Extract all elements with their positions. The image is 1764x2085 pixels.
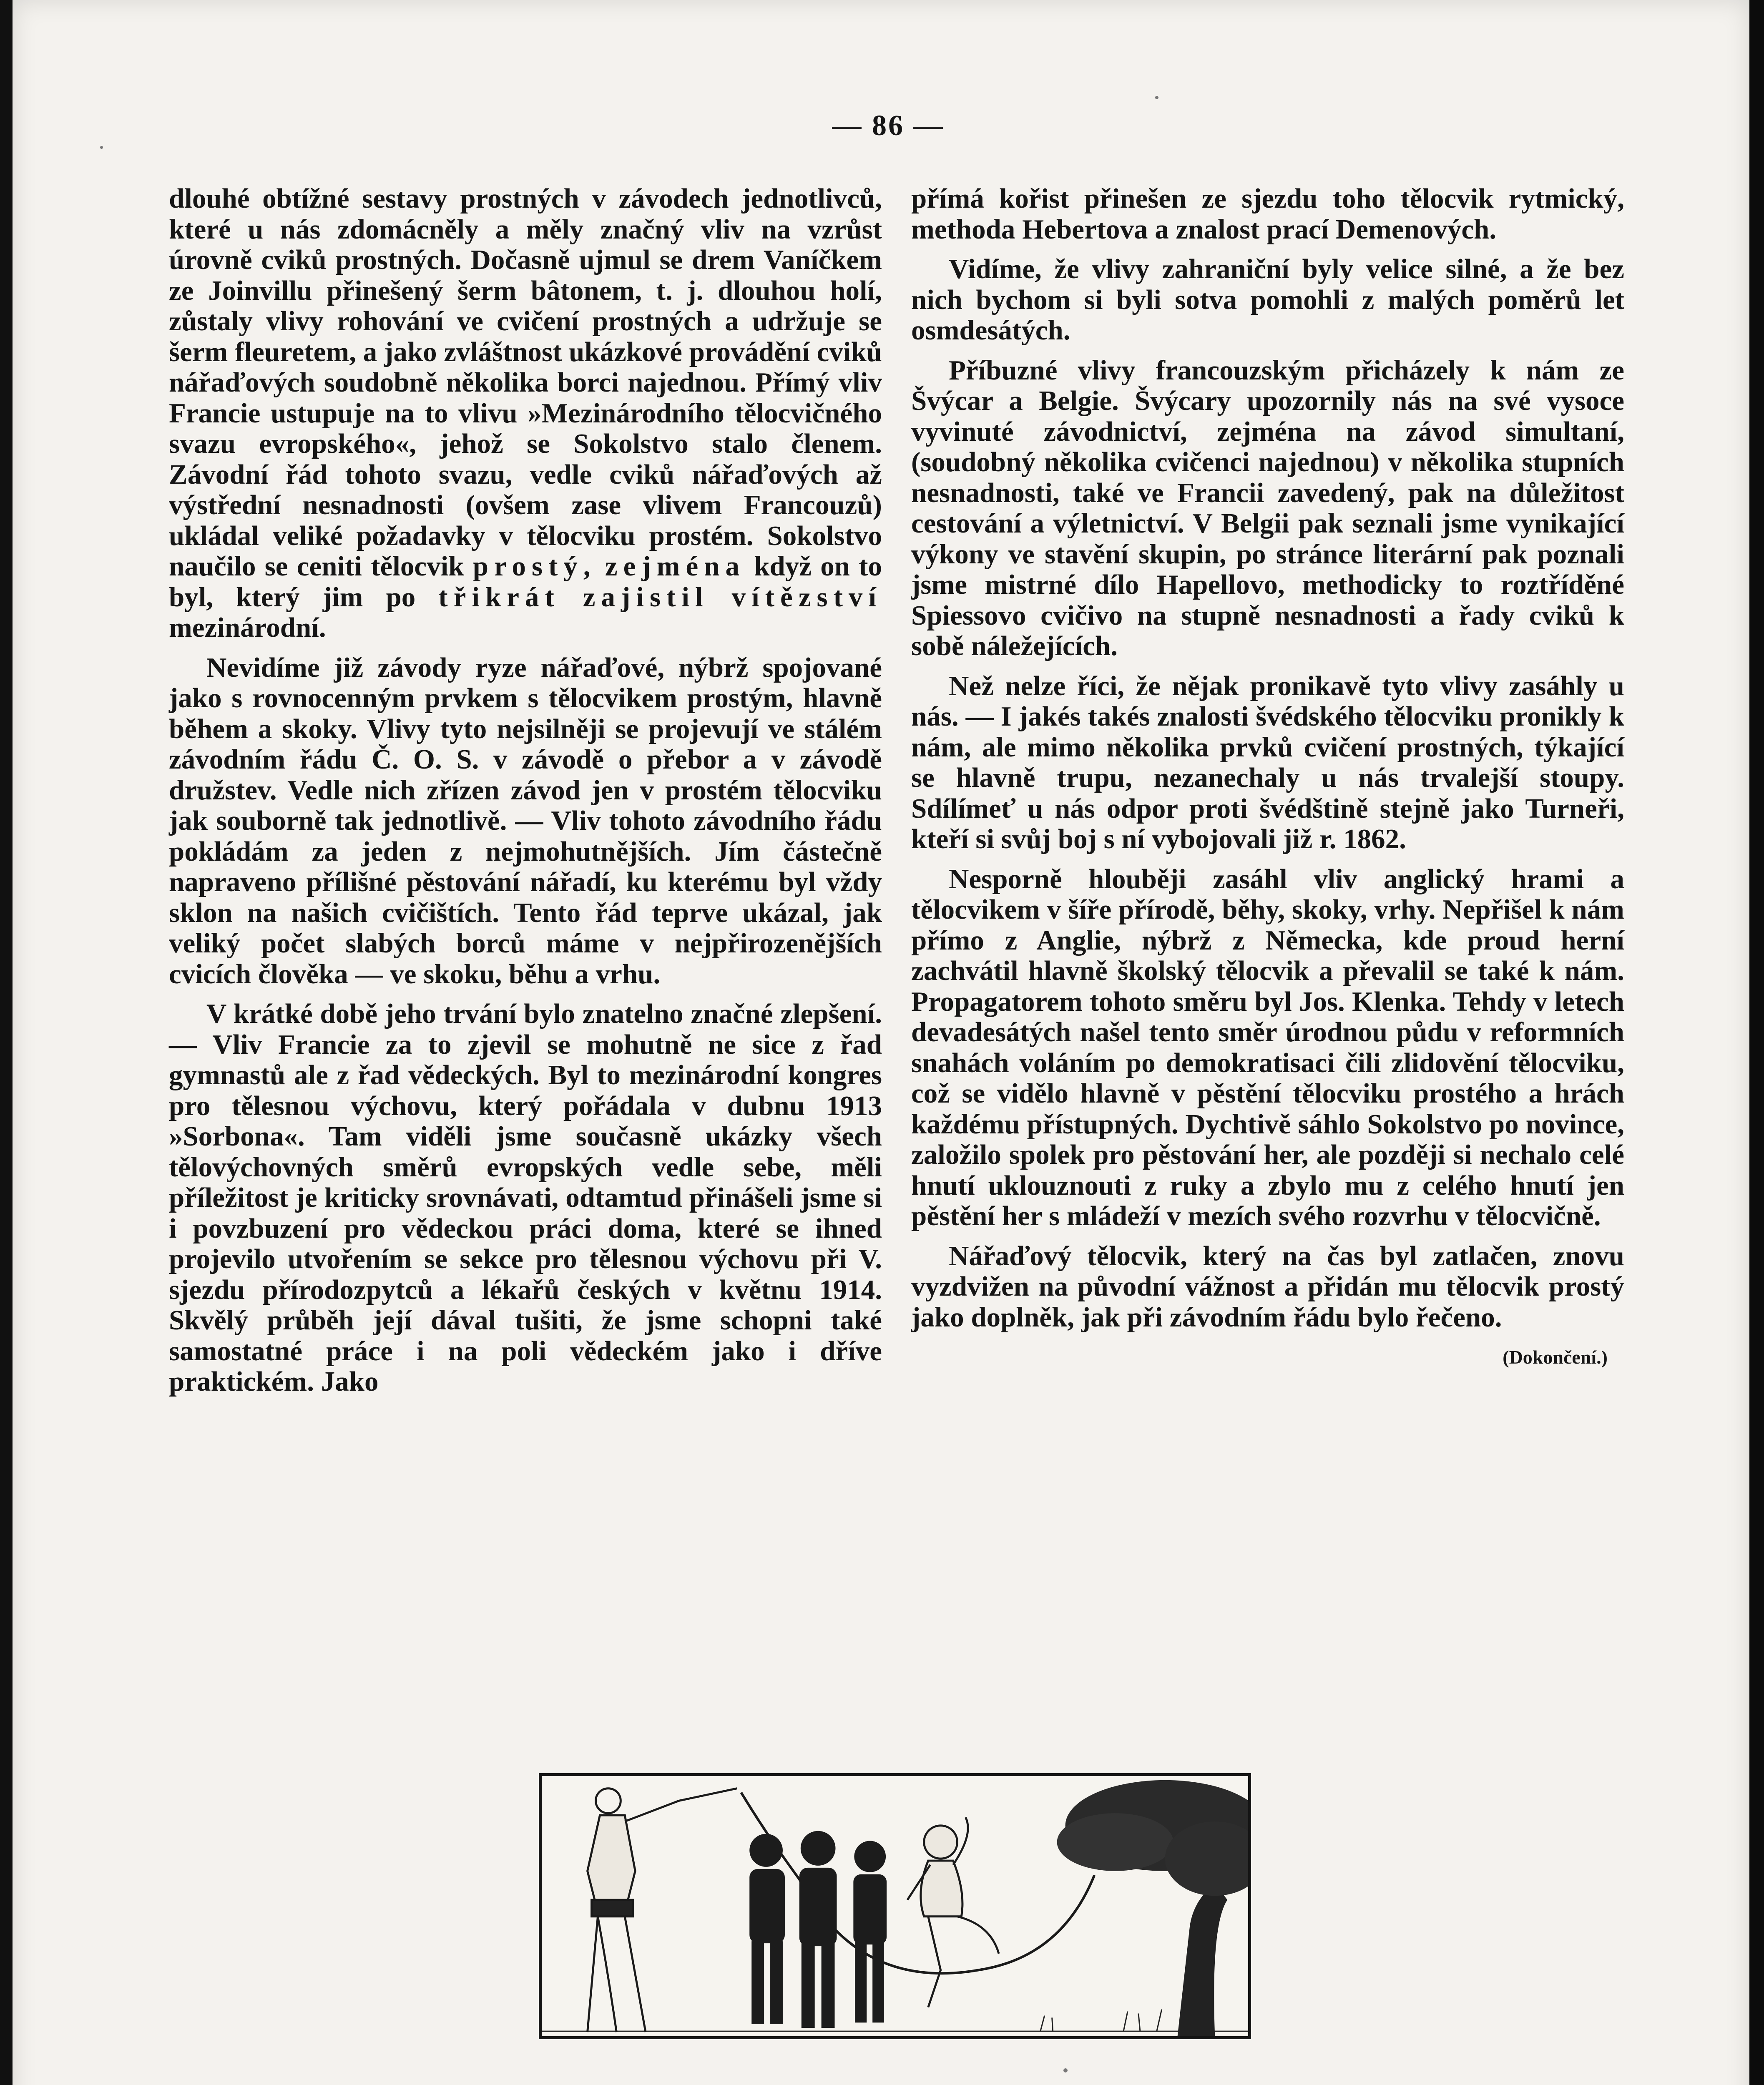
paragraph-text: když on to byl, který jim po — [169, 551, 882, 613]
girl-figure — [907, 1817, 999, 2007]
paragraph: Nářaďový tělocvik, který na čas byl zatlačen, znovu vyzdvižen na původní vážnost a přidán mu tělocvik prostý jako doplněk, jak při závodním řádu bylo řečeno. — [911, 1240, 1624, 1333]
paragraph: V krátké době jeho trvání bylo znatelno značné zlepšení. — Vliv Francie za to zjevil se mohutně ne sice z řad gymnastů ale z řad vědeckých. Byl to mezinárodní kongres pro tělesnou výchovu, který pořádala v dubnu 1913 »Sorbona«. Tam viděli jsme současně ukázky všech tělovýchovných směrů evropských vedle sebe, měli příležitost je kriticky srovnávati, odtamtud přinášeli jsme si i povzbuzení pro vědeckou práci doma, které se ihned projevilo utvořením se sekce pro tělesnou výchovu při V. sjezdu přírodozpytců a lékařů českých v květnu 1914. Skvělý průběh její dával tušiti, že jsme schopni také samostatné práce i na poli vědeckém jako i dříve praktickém. Jako — [169, 998, 882, 1397]
boy-figure — [749, 1834, 785, 2024]
paragraph: Nesporně hlouběji zasáhl vliv anglický hrami a tělocvikem v šíře přírodě, běhy, skoky, vrhy. Nepřišel k nám přímo z Anglie, nýbrž z Německa, kde proud herní zachvátil hlavně školský tělocvik a převalil se také k nám. Propagatorem tohoto směru byl Jos. Klenka. Tehdy v letech devadesátých našel tento směr úrodnou půdu v reformních snahách voláním po demokratisaci čili zlidovění tělocviku, což se vidělo hlavně v pěstění tělocviku prostého a hrách každému přístupných. Dychtivě sáhlo Sokolstvo po novince, založilo spolek pro pěstování her, ale později si nechalo celé hnutí uklouznouti z ruky a zbylo mu z celého hnutí jen pěstění her s mládeží v mezích svého rozvrhu v tělocvičně. — [911, 863, 1624, 1231]
paragraph: Příbuzné vlivy francouzským přicházely k nám ze Švýcar a Belgie. Švýcary upozornily nás na své vysoce vyvinuté závodnictví, zejména na závod simultaní, (soudobný několika cvičenci najednou) v několika stupních nesnadnosti, také ve Francii zavedený, pak na důležitost cestování a výletnictví. V Belgii pak seznali jsme vynikající výkony ve stavění skupin, po stránce literární pak poznali jsme mistrné dílo Hapellovo, methodicky to roztříděné Spiessovo cvičivo na stupně nesnadnosti a řady cviků k sobě náležejících. — [911, 354, 1624, 661]
spaced-word: prostý, — [472, 551, 596, 582]
tree — [1057, 1780, 1248, 2036]
left-column — [169, 183, 882, 1407]
spaced-word: vítězství — [731, 581, 882, 613]
paragraph: Vidíme, že vlivy zahraniční byly velice silné, a že bez nich bychom si byli sotva pomohli z malých poměrů let osmdesátých. — [911, 254, 1624, 346]
boy-figure — [853, 1841, 887, 2023]
boy-figure — [799, 1831, 837, 2028]
paragraph: Nevidíme již závody ryze nářaďové, nýbrž spojované jako s rovnocenným prvkem s tělocvikem prostým, hlavně během a skoky. Vlivy tyto nejsilněji se projevují ve stálém závodním řádu Č. O. S. v závodě o přebor a v závodě družstev. Vedle nich zřízen závod jen v prostém tělocviku jak souborně tak jednotlivě. — Vliv tohoto závodního řádu pokládám za jeden z nejmohutnějších. Jím částečně napraveno přílišné pěstování nářadí, ku kterému byl vždy sklon na našich cvičištích. Tento řád teprve ukázal, jak veliký počet slabých borců máme v nejpřirozenějších cvicích člověka — ve skoku, běhu a vrhu. — [169, 652, 882, 990]
paper-speck — [1063, 2068, 1068, 2072]
scan-edge — [1749, 0, 1764, 2085]
paragraph-text: mezinárodní. — [169, 612, 326, 643]
paragraph: Než nelze říci, že nějak pronikavě tyto vlivy zasáhly u nás. — I jakés takés znalosti švédského tělocviku pronikly k nám, ale mimo několika prvků cvičení prostných, týkající se hlavně trupu, nezanechaly u nás trvalejší stoupy. Sdílímeť u nás odpor proti švédštině stejně jako Turneři, kteří si svůj boj s ní vybojovali již r. 1862. — [911, 670, 1624, 854]
page-number: — 86 — — [832, 110, 945, 142]
illustration-drawing — [542, 1776, 1248, 2036]
paragraph: přímá kořist přinešen ze sjezdu toho tělocvik rytmický, methoda Hebertova a znalost prací Demenových. — [911, 183, 1624, 245]
illustration — [539, 1773, 1251, 2039]
man-figure — [588, 1789, 737, 2032]
spaced-word: zejména — [605, 551, 745, 582]
paper-speck — [100, 146, 103, 149]
right-column — [911, 183, 1624, 1373]
paragraph — [169, 183, 882, 643]
paper-speck — [1155, 96, 1158, 99]
spaced-word: zajistil — [583, 581, 709, 613]
page — [13, 0, 1749, 2085]
grass — [1040, 2010, 1162, 2031]
spaced-word: třikrát — [438, 581, 560, 613]
signature: (Dokončení.) — [1503, 1346, 1608, 1368]
paragraph-text: dlouhé obtížné sestavy prostných v závodech jednotlivců, které u nás zdomácněly a měly značný vliv na vzrůst úrovně cviků prostných. Dočasně ujmul se drem Vaníčkem ze Joinvillu přinešený šerm bâtonem, t. j. dlouhou holí, zůstaly vlivy rohování ve cvičení prostných a udržuje se šerm fleuretem, a jako zvláštnost ukázkové provádění cviků nářaďových soudobně několika borci najednou. Přímý vliv Francie ustupuje na to vlivu »Mezinárodního tělocvičného svazu evropského«, jehož se Sokolstvo stalo členem. Závodní řád tohoto svazu, vedle cviků nářaďových až výstřední nesnadnosti (ovšem zase vlivem Francouzů) ukládal veliké požadavky v tělocviku prostém. Sokolstvo naučilo se ceniti tělocvik — [169, 183, 882, 582]
